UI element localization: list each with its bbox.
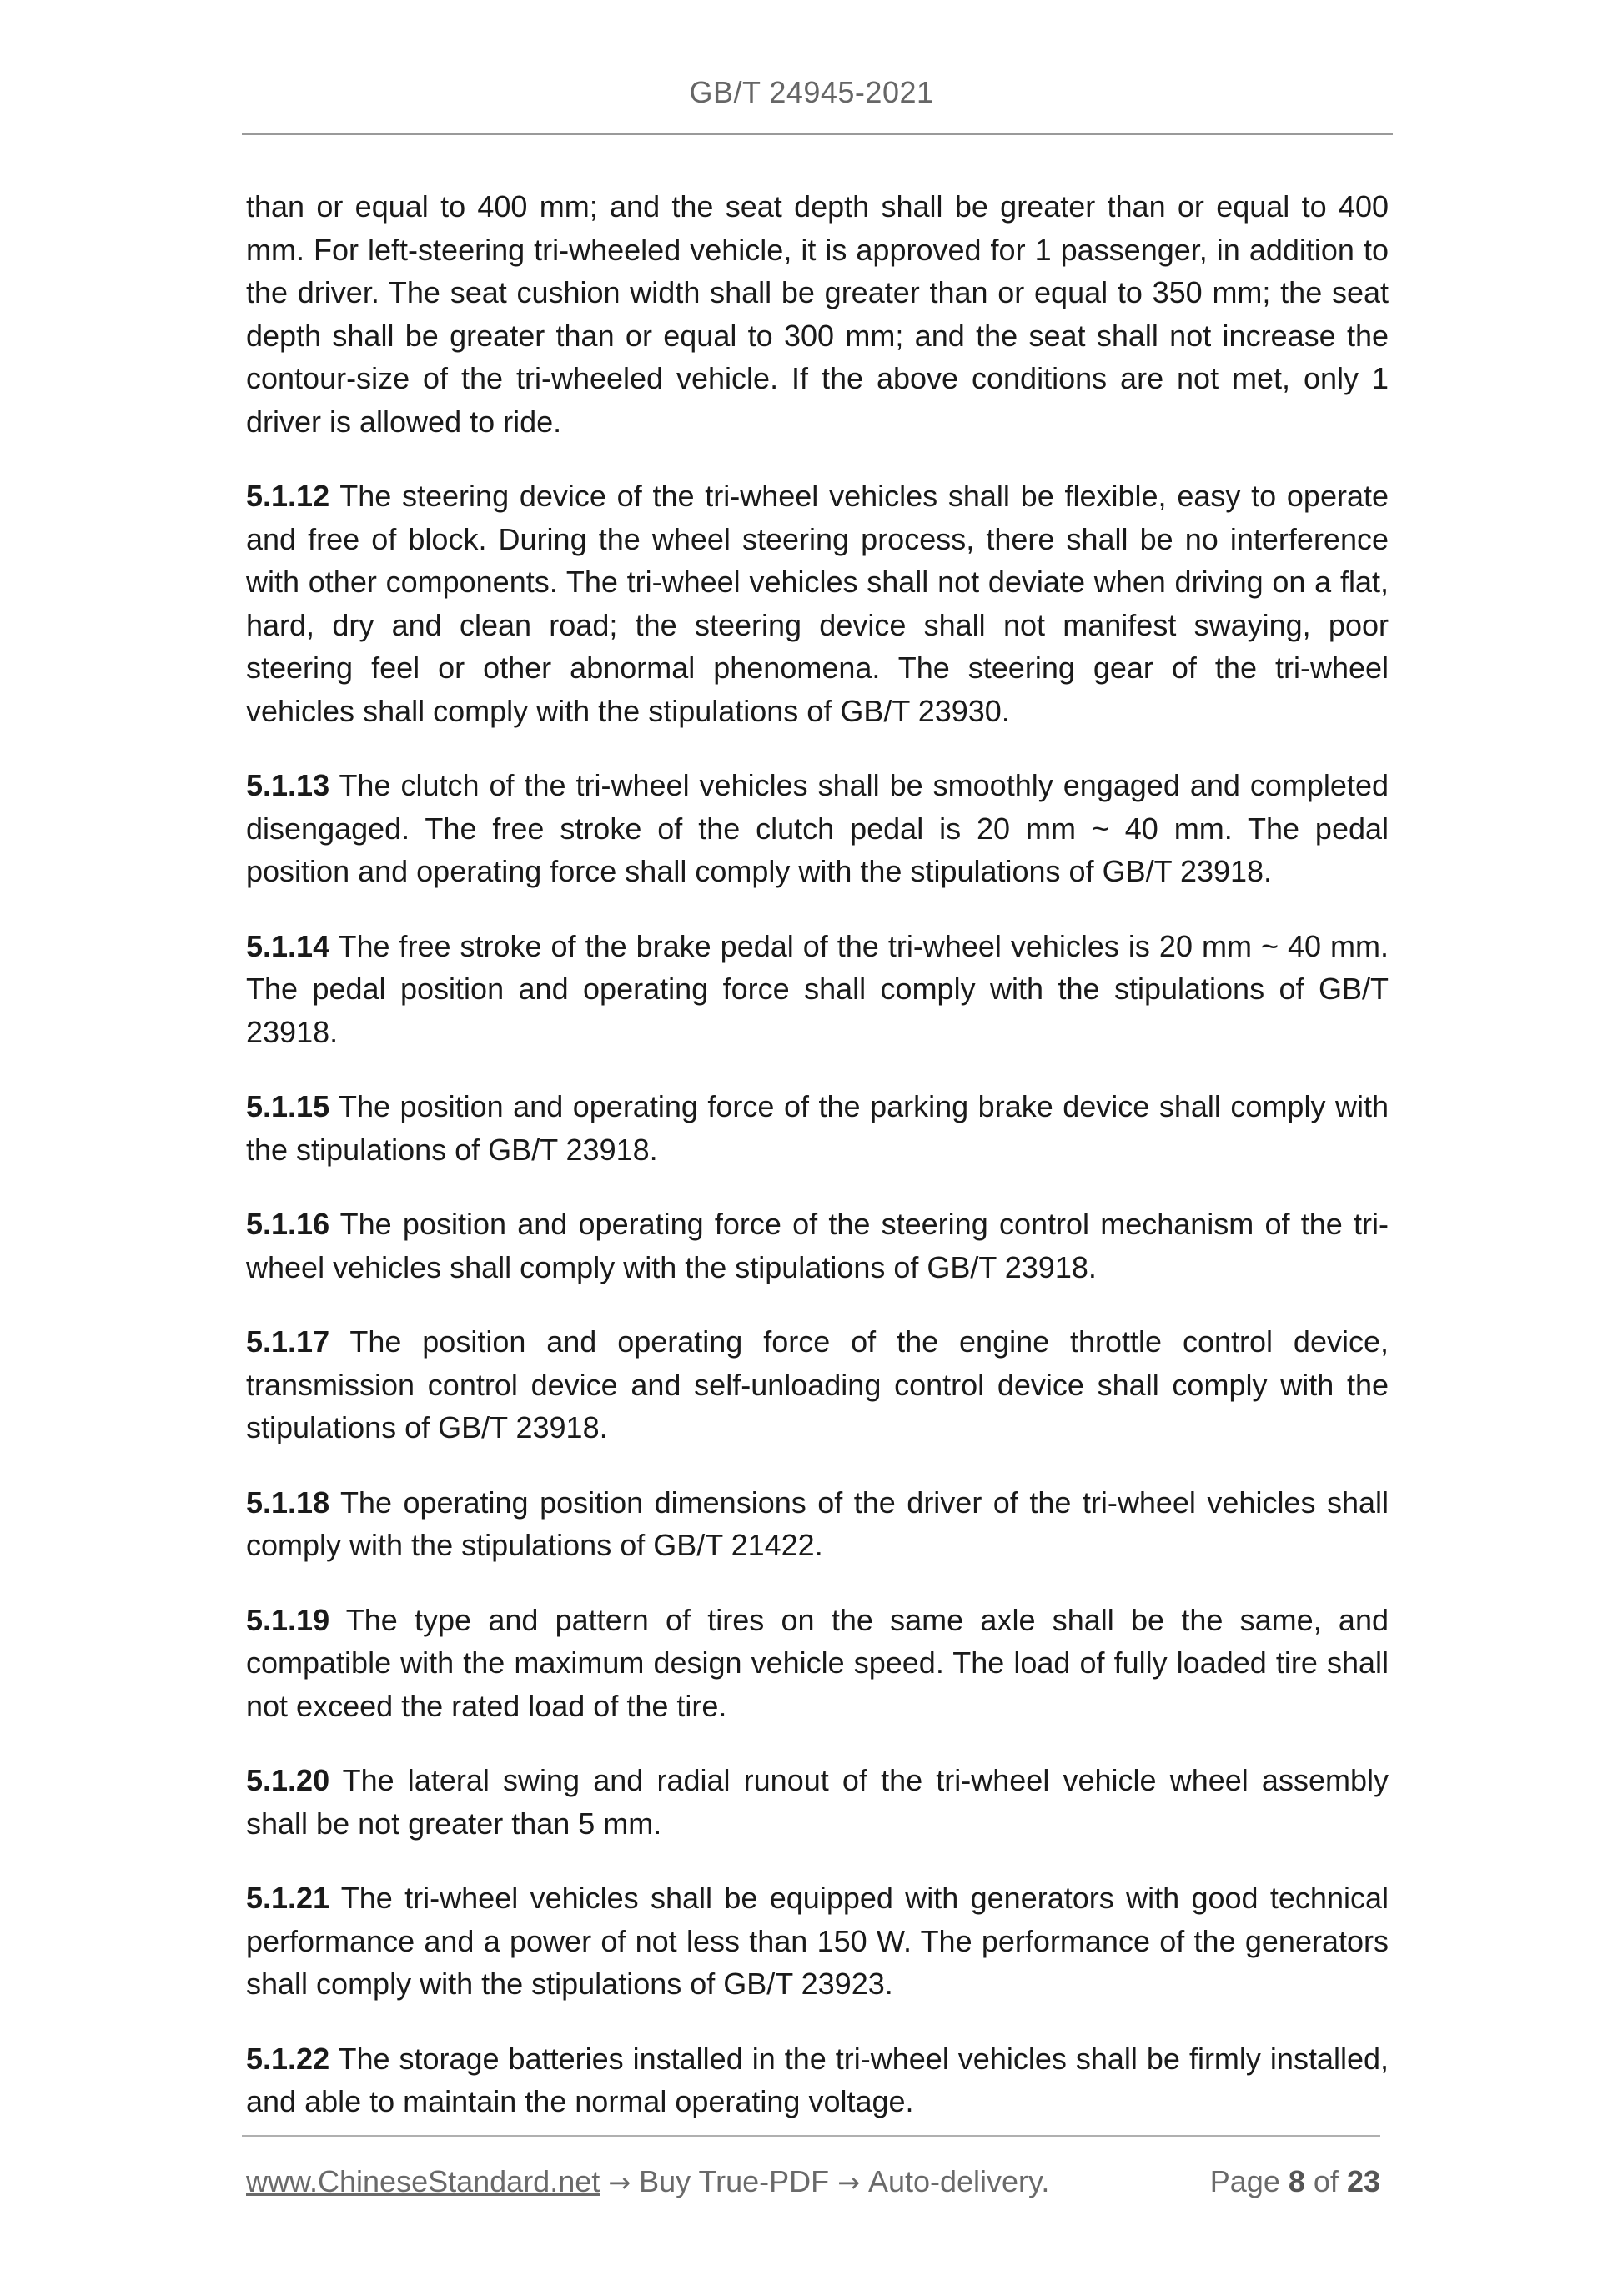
of-label: of xyxy=(1313,2164,1339,2198)
clause-5-1-22 xyxy=(246,2037,1389,2123)
clause-5-1-15 xyxy=(246,1085,1389,1171)
document-header-title: GB/T 24945-2021 xyxy=(689,75,934,109)
clause-5-1-17 xyxy=(246,1320,1389,1449)
clause-number: 5.1.20 xyxy=(246,1763,330,1797)
page-label: Page xyxy=(1209,2164,1280,2198)
buy-true-pdf-text: Buy True-PDF xyxy=(639,2164,830,2198)
document-body xyxy=(246,185,1389,2155)
footer-promo xyxy=(246,2164,1049,2199)
auto-delivery-text: Auto-delivery. xyxy=(867,2164,1050,2198)
header-divider xyxy=(242,133,1393,135)
clause-number: 5.1.19 xyxy=(246,1602,330,1637)
clause-5-1-16 xyxy=(246,1203,1389,1289)
page-number-indicator xyxy=(1210,2164,1380,2199)
clause-text: The lateral swing and radial runout of the tri-wheel vehicle wheel assembly shall be not greater than 5 mm. xyxy=(246,1763,1389,1841)
arrow-right-icon: → xyxy=(837,2167,860,2198)
clause-number: 5.1.13 xyxy=(246,768,330,802)
clause-number: 5.1.17 xyxy=(246,1324,330,1359)
arrow-right-icon: → xyxy=(608,2167,631,2198)
clause-text: The storage batteries installed in the tri-wheel vehicles shall be firmly installed, and able to maintain the normal operating voltage. xyxy=(246,2041,1389,2118)
clause-text: The position and operating force of the engine throttle control device, transmission control device and self-unloading control device shall comply with the stipulations of GB/T 23918. xyxy=(246,1324,1389,1444)
clause-5-1-13 xyxy=(246,764,1389,893)
continuation-paragraph: than or equal to 400 mm; and the seat depth shall be greater than or equal to 400 mm. For left-steering tri-wheeled vehicle, it is approved for 1 passenger, in addition to the driver. The seat cushion width shall be greater than or equal to 350 mm; the seat depth shall be greater than or equal to 300 mm; and the seat shall not increase the contour-size of the tri-wheeled vehicle. If the above conditions are not met, only 1 driver is allowed to ride. xyxy=(246,189,1389,439)
clause-text: The type and pattern of tires on the same axle shall be the same, and compatible with the maximum design vehicle speed. The load of fully loaded tire shall not exceed the rated load of the tire. xyxy=(246,1602,1389,1723)
page-footer xyxy=(246,2164,1380,2206)
clause-text: The operating position dimensions of the driver of the tri-wheel vehicles shall comply with the stipulations of GB/T 21422. xyxy=(246,1485,1389,1562)
clause-text: The position and operating force of the parking brake device shall comply with the stipulations of GB/T 23918. xyxy=(246,1089,1389,1167)
clause-number: 5.1.21 xyxy=(246,1881,330,1915)
clause-number: 5.1.16 xyxy=(246,1207,330,1241)
clause-text: The tri-wheel vehicles shall be equipped with generators with good technical performance and a power of not less than 150 W. The performance of the generators shall comply with the stipulations of GB/T 23923. xyxy=(246,1881,1389,2001)
clause-5-1-20 xyxy=(246,1759,1389,1845)
footer-divider xyxy=(242,2135,1380,2137)
clause-number: 5.1.14 xyxy=(246,928,330,963)
clause-text: The clutch of the tri-wheel vehicles shall be smoothly engaged and completed disengaged. The free stroke of the clutch pedal is 20 mm ~ 40 mm. The pedal position and operating force shall comply with the stipulations of GB/T 23918. xyxy=(246,768,1389,888)
clause-text: The steering device of the tri-wheel vehicles shall be flexible, easy to operate and free of block. During the wheel steering process, there shall be no interference with other components. The tri-wheel vehicles shall not deviate when driving on a flat, hard, dry and clean road; the steering device shall not manifest swaying, poor steering feel or other abnormal phenomena. The steering gear of the tri-wheel vehicles shall comply with the stipulations of GB/T 23930. xyxy=(246,479,1389,728)
clause-5-1-19 xyxy=(246,1599,1389,1728)
current-page-number: 8 xyxy=(1288,2164,1305,2198)
clause-text: The position and operating force of the steering control mechanism of the tri-wheel vehicles shall comply with the stipulations of GB/T 23918. xyxy=(246,1207,1389,1284)
total-page-count: 23 xyxy=(1346,2164,1380,2198)
clause-5-1-14 xyxy=(246,925,1389,1054)
clause-number: 5.1.22 xyxy=(246,2041,330,2076)
clause-5-1-18 xyxy=(246,1481,1389,1567)
clause-5-1-12 xyxy=(246,475,1389,732)
clause-number: 5.1.12 xyxy=(246,479,330,513)
website-link[interactable]: www.ChineseStandard.net xyxy=(246,2164,600,2198)
clause-number: 5.1.15 xyxy=(246,1089,330,1123)
clause-text: The free stroke of the brake pedal of the tri-wheel vehicles is 20 mm ~ 40 mm. The pedal position and operating force shall comply with the stipulations of GB/T 23918. xyxy=(246,928,1389,1049)
clause-5-1-21 xyxy=(246,1876,1389,2006)
clause-number: 5.1.18 xyxy=(246,1485,330,1520)
